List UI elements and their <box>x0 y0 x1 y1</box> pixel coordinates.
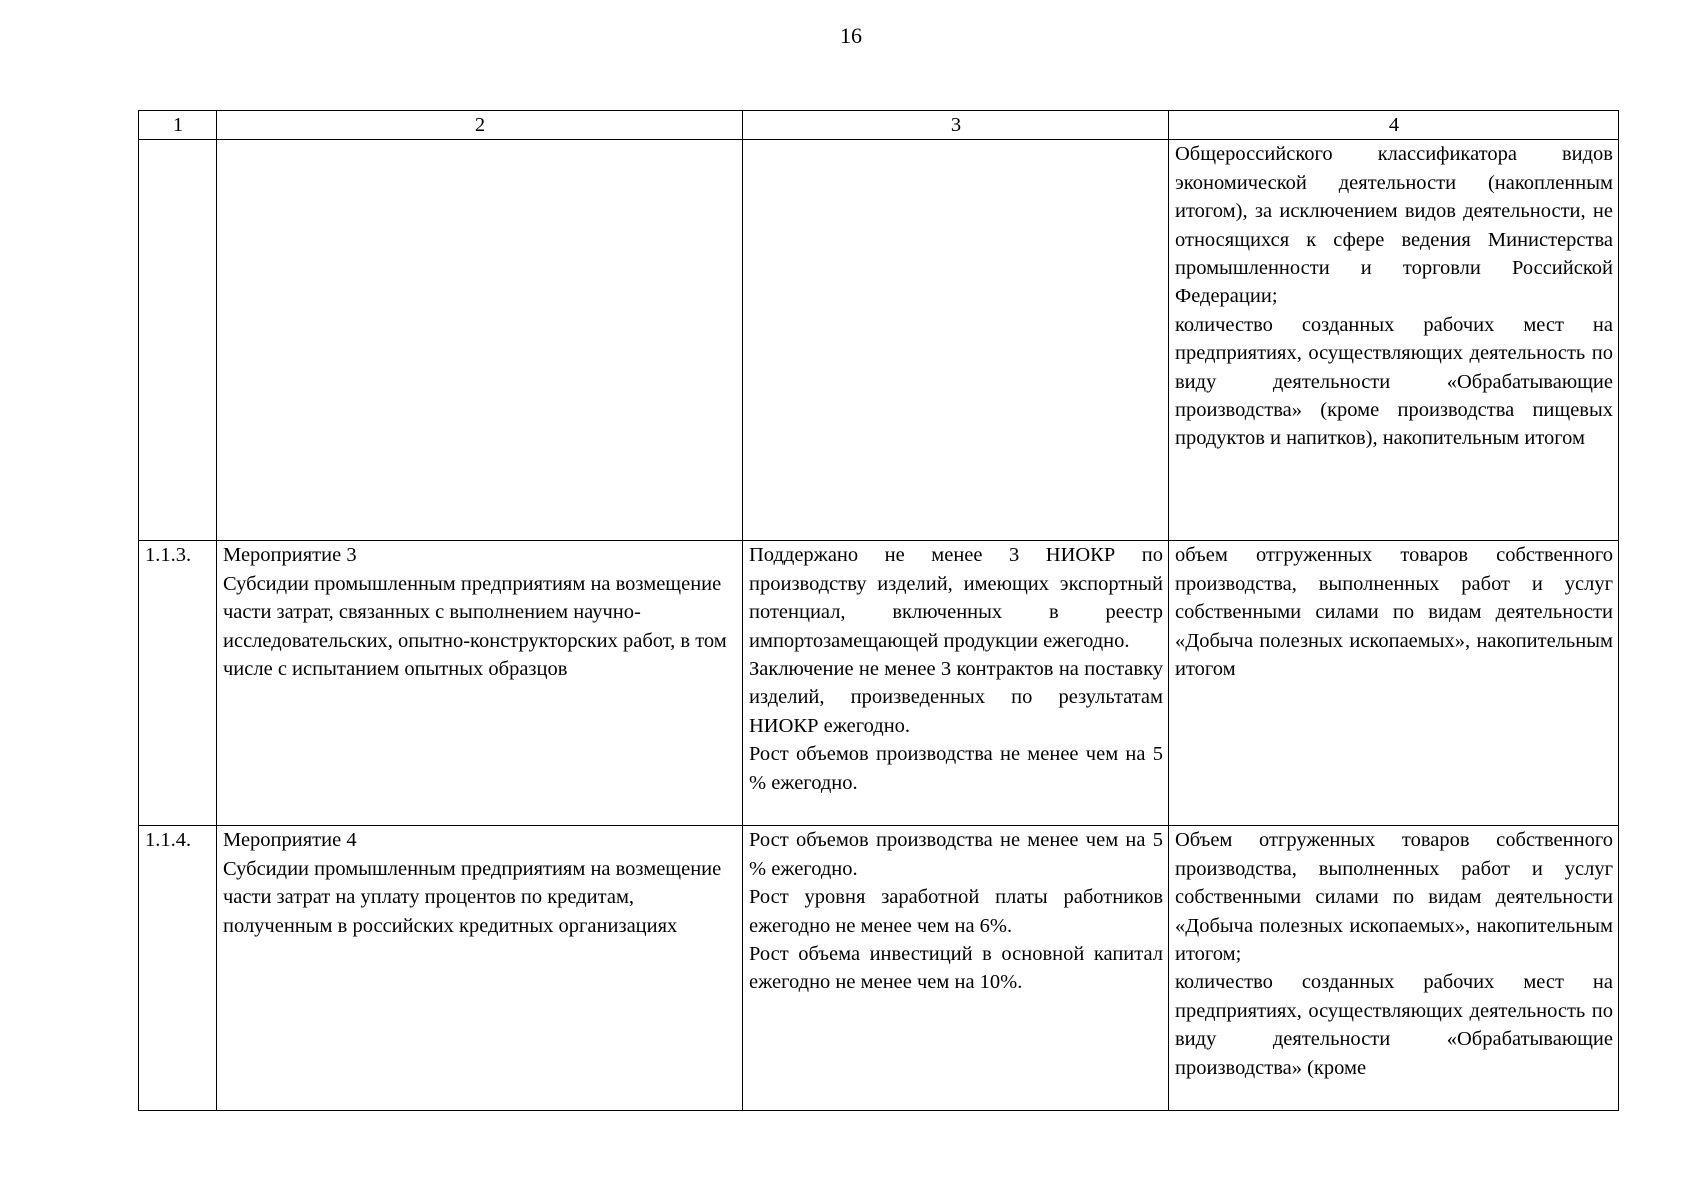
row-number-cell: 1.1.4. <box>139 826 217 1111</box>
header-cell-4: 4 <box>1169 111 1619 140</box>
results-cell <box>743 140 1169 541</box>
row-number-cell <box>139 140 217 541</box>
table-header-row <box>139 111 1619 140</box>
measure-cell <box>217 140 743 541</box>
result-text: Рост объемов производства не менее чем на 5 % ежегодно. <box>749 829 1163 880</box>
results-cell <box>743 826 1169 1111</box>
result-text: Рост объема инвестиций в основной капитал ежегодно не менее чем на 10%. <box>749 943 1163 994</box>
header-cell-1: 1 <box>139 111 217 140</box>
row-number-cell: 1.1.3. <box>139 541 217 826</box>
results-cell <box>743 541 1169 826</box>
result-text: Поддержано не менее 3 НИОКР по производству изделий, имеющих экспортный потенциал, включенных в реестр импортозамещающей продукции ежегодно. <box>749 544 1163 652</box>
document-table <box>138 110 1619 1111</box>
indicator-text: количество созданных рабочих мест на предприятиях, осуществляющих деятельность по виду деятельности «Обрабатывающие производства» (кроме <box>1175 971 1613 1079</box>
table-row-continuation <box>139 140 1619 541</box>
indicators-cell <box>1169 140 1619 541</box>
measure-title: Мероприятие 4 <box>223 829 357 852</box>
indicator-text: Общероссийского классификатора видов экономической деятельности (накопленным итогом), за исключением видов деятельности, не относящихся к сфере ведения Министерства промышленности и торговли Российской Федерации; <box>1175 143 1613 308</box>
measure-title: Мероприятие 3 <box>223 544 357 567</box>
table-row-1-1-3 <box>139 541 1619 826</box>
indicator-text: Объем отгруженных товаров собственного производства, выполненных работ и услуг собственными силами по видам деятельности «Добыча полезных ископаемых», накопительным итогом; <box>1175 829 1613 966</box>
measure-description: Субсидии промышленным предприятиям на возмещение части затрат, связанных с выполнением научно-исследовательских, опытно-конструкторских работ, в том числе с испытанием опытных образцов <box>223 572 727 681</box>
indicators-cell <box>1169 541 1619 826</box>
indicator-text: объем отгруженных товаров собственного производства, выполненных работ и услуг собственными силами по видам деятельности «Добыча полезных ископаемых», накопительным итогом <box>1175 544 1613 681</box>
result-text: Заключение не менее 3 контрактов на поставку изделий, произведенных по результатам НИОКР ежегодно. <box>749 658 1163 737</box>
page-number: 16 <box>840 23 862 48</box>
result-text: Рост объемов производства не менее чем на 5 % ежегодно. <box>749 743 1163 794</box>
indicators-cell <box>1169 826 1619 1111</box>
header-cell-3: 3 <box>743 111 1169 140</box>
result-text: Рост уровня заработной платы работников ежегодно не менее чем на 6%. <box>749 886 1163 937</box>
header-cell-2: 2 <box>217 111 743 140</box>
measure-cell <box>217 826 743 1111</box>
table-row-1-1-4 <box>139 826 1619 1111</box>
measure-cell <box>217 541 743 826</box>
measure-description: Субсидии промышленным предприятиям на возмещение части затрат на уплату процентов по кредитам, полученным в российских кредитных организациях <box>223 857 722 937</box>
indicator-text: количество созданных рабочих мест на предприятиях, осуществляющих деятельность по виду деятельности «Обрабатывающие производства» (кроме производства пищевых продуктов и напитков), накопительным итогом <box>1175 313 1613 450</box>
